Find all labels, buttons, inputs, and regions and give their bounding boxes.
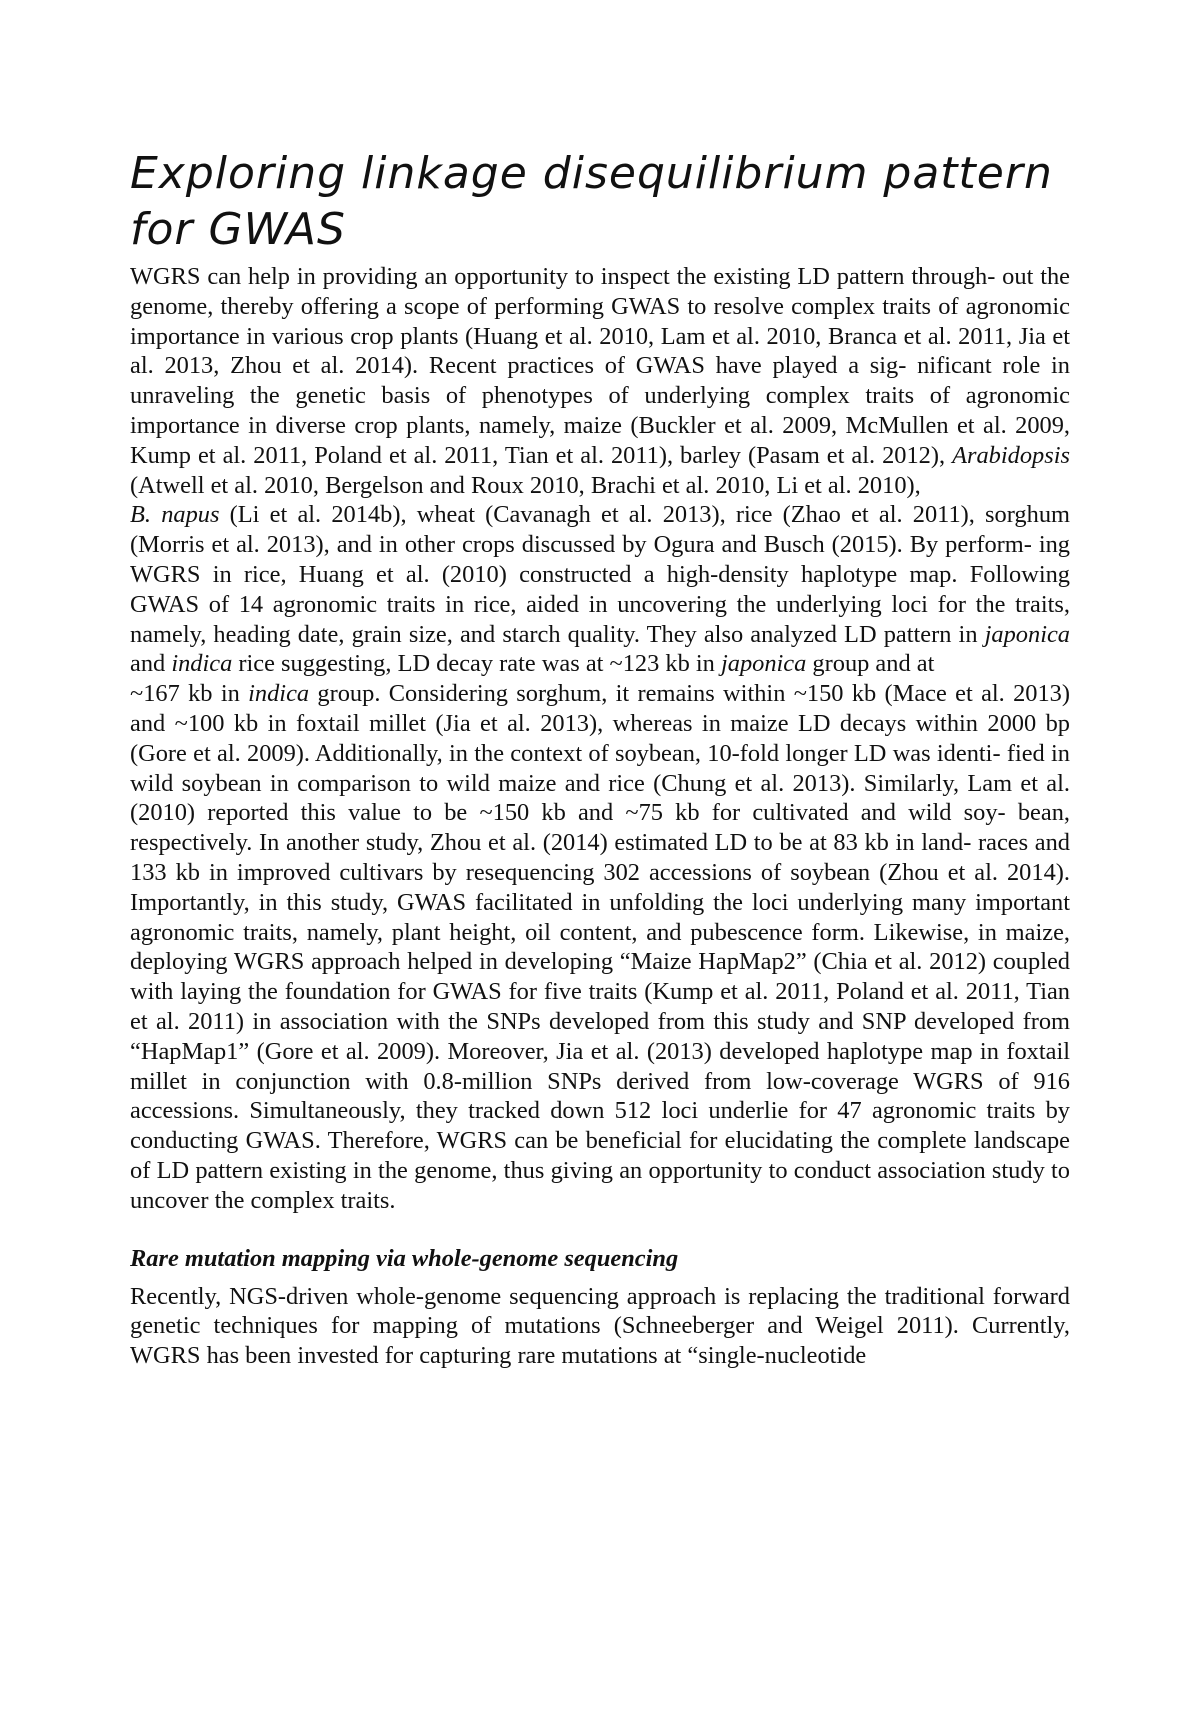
paragraph-gwas-intro (130, 262, 1070, 500)
paragraph-ld-decay (130, 679, 1070, 1215)
italic-term: Arabidopsis (952, 441, 1070, 469)
italic-term: indica (171, 650, 233, 678)
paragraph-crops (130, 500, 1070, 679)
paragraph-rare-mutation: Recently, NGS-driven whole-genome sequencing approach is replacing the traditional forward genetic techniques for mapping of mutations (Schneeberger and Weigel 2011). Currently, WGRS has been invested for capturing rare mutations at “single-nucleotide (130, 1282, 1070, 1370)
subsection-heading: Rare mutation mapping via whole-genome sequencing (130, 1244, 679, 1272)
text-run: group and at (806, 650, 935, 678)
text-run: (Atwell et al. 2010, Bergelson and Roux 2010, Brachi et al. 2010, Li et al. 2010), (130, 471, 921, 499)
italic-term: indica (248, 680, 310, 708)
text-run: group. Considering sorghum, it remains within ~150 kb (Mace et al. 2013) and ~100 kb in foxtail millet (Jia et al. 2013), whereas in maize LD decays within 2000 bp (Gore et al. 2009). Additionally, in the context of soybean, 10-fold longer LD was identi- fied in wild soybean in comparison to wild maize and rice (Chung et al. 2013). Similarly, Lam et al. (2010) reported this value to be ~150 kb and ~75 kb for cultivated and wild soy- bean, respectively. In another study, Zhou et al. (2014) estimated LD to be at 83 kb in land- races and 133 kb in improved cultivars by resequencing 302 accessions of soybean (Zhou et al. 2014). Importantly, in this study, GWAS facilitated in unfolding the loci underlying many important agronomic traits, namely, plant height, oil content, and pubescence form. Likewise, in maize, deploying WGRS approach helped in developing “Maize HapMap2” (Chia et al. 2012) coupled with laying the foundation for GWAS for five traits (Kump et al. 2011, Poland et al. 2011, Tian et al. 2011) in association with the SNPs developed from this study and SNP developed from “HapMap1” (Gore et al. 2009). Moreover, Jia et al. (2013) developed haplotype map in foxtail millet in conjunction with 0.8-million SNPs derived from low-coverage WGRS of 916 accessions. Simultaneously, they tracked down 512 loci underlie for 47 agronomic traits by conducting GWAS. Therefore, WGRS can be beneficial for elucidating the complete landscape of LD pattern existing in the genome, thus giving an opportunity to conduct association study to uncover the complex traits. (130, 680, 1071, 1214)
italic-term: japonica (984, 620, 1070, 648)
text-run: rice suggesting, LD decay rate was at ~123 kb in (232, 650, 721, 678)
italic-term: B. napus (130, 501, 220, 529)
text-run: and (130, 650, 172, 678)
text-run: ~167 kb in (130, 680, 249, 708)
text-run: WGRS can help in providing an opportunity to inspect the existing LD pattern through- out the genome, thereby offering a scope of performing GWAS to resolve complex traits of agronomic importance in various crop plants (Huang et al. 2010, Lam et al. 2010, Branca et al. 2011, Jia et al. 2013, Zhou et al. 2014). Recent practices of GWAS have played a sig- nificant role in unraveling the genetic basis of phenotypes of underlying complex traits of agronomic importance in diverse crop plants, namely, maize (Buckler et al. 2009, McMullen et al. 2009, Kump et al. 2011, Poland et al. 2011, Tian et al. 2011), barley (Pasam et al. 2012), (130, 263, 1070, 469)
italic-term: japonica (720, 650, 807, 678)
section-heading: Exploring linkage disequilibrium pattern for GWAS (130, 148, 1053, 255)
text-run: (Li et al. 2014b), wheat (Cavanagh et al. 2013), rice (Zhao et al. 2011), sorghum (Morris et al. 2013), and in other crops discussed by Ogura and Busch (2015). By perform- ing WGRS in rice, Huang et al. (2010) constructed a high-density haplotype map. Following GWAS of 14 agronomic traits in rice, aided in uncovering the underlying loci for the traits, namely, heading date, grain size, and starch quality. They also analyzed LD pattern in (130, 501, 1070, 648)
page-content (130, 146, 1070, 1371)
